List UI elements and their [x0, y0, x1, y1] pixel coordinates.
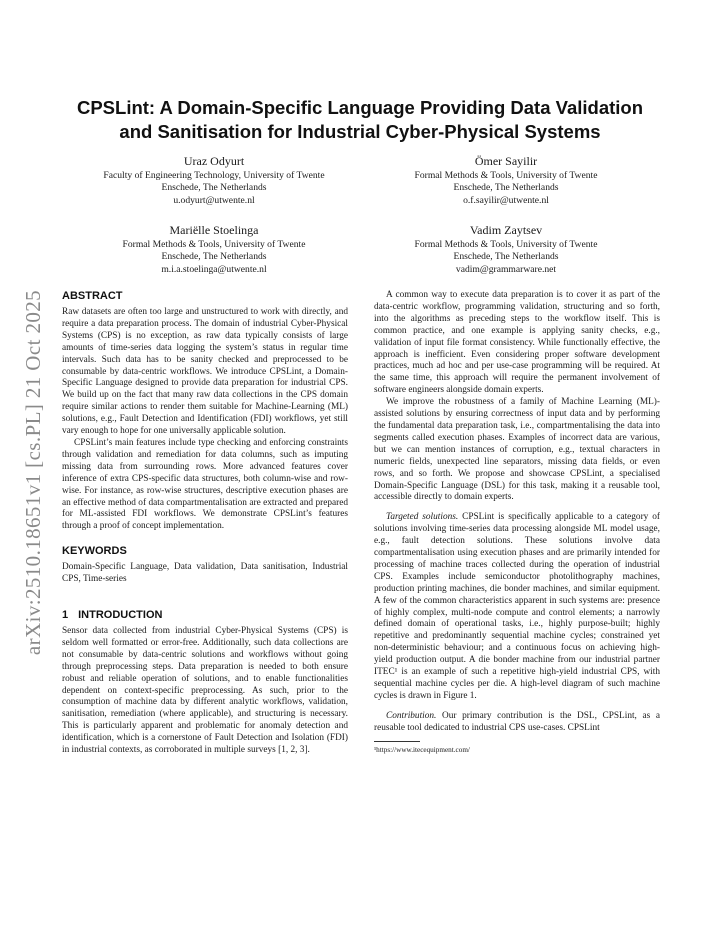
author-location: Enschede, The Netherlands: [161, 251, 267, 263]
abstract-paragraph-1: Raw datasets are often too large and unstructured to work with directly, and require a data preparation process. The domain of industrial Cyber-Physical Systems (CPS) is no exception, as raw data typically consists of large amounts of time-series data logging the system’s status in regular time intervals. Such data has to be sanity checked and preprocessed to be consumable by data-centric workflows. We introduce CPSLint, a Domain-Specific Language designed to provide data preparation for industrial CPS. We build up on the fact that many raw data collections in the CPS domain require similar actions to render them suitable for Machine-Learning (ML) solutions, e.g., Fault Detection and Identification (FDI) workflows, yet still vary enough to hope for one universally applicable solution.: [62, 307, 348, 437]
footnote: ¹https://www.itecequipment.com/: [374, 745, 470, 754]
right-column: [374, 290, 660, 755]
author-block-1: [64, 153, 364, 207]
section-title: INTRODUCTION: [78, 609, 163, 622]
keywords-heading: KEYWORDS: [62, 545, 127, 558]
author-block-4: [356, 222, 656, 276]
abstract-heading: ABSTRACT: [62, 290, 123, 302]
author-name: Uraz Odyurt: [183, 154, 245, 168]
author-affiliation: Formal Methods & Tools, University of Twente: [122, 239, 306, 250]
body-paragraph-1: A common way to execute data preparation is to cover it as part of the data-centric workflow, programming validation, structuring and so forth, into the algorithms as preceding steps to the workflow itself. This is common practice, and one example is applying sanity checks, e.g., validation of input file format consistency. While functionally effective, the approach is inefficient. Even considering proper software development practices, much ad hoc and per use-case programming will be required. At the same time, this approach will require the permanent involvement of software engineers alongside domain experts.: [374, 290, 660, 396]
footnote-divider: [374, 741, 420, 742]
body-paragraph-2: We improve the robustness of a family of Machine Learning (ML)-assisted solutions by ensuring correctness of input data and by performing the fundamental data preparation task, i.e., compartmentalising the data into segments called execution phases. Examples of incorrect data are various, but we can mention instances of corruption, e.g., textual characters in numeric fields, unexpected line separators, missing data fields, or even rows, and so forth. We propose and showcase CPSLint, a specialised Domain-Specific Language (DSL) for this task, making it a reusable tool, accessible directly to domain experts.: [374, 397, 660, 503]
author-block-2: [356, 153, 656, 207]
author-affiliation: Formal Methods & Tools, University of Twente: [414, 239, 598, 250]
paper-title: CPSLint: A Domain-Specific Language Providing Data Validation and Sanitisation for Industrial Cyber-Physical Systems: [76, 97, 644, 142]
author-email: u.odyurt@utwente.nl: [173, 194, 255, 206]
section-heading-introduction: [62, 608, 348, 622]
section-number: 1: [62, 609, 69, 622]
author-affiliation: Faculty of Engineering Technology, University of Twente: [103, 170, 325, 181]
author-email: o.f.sayilir@utwente.nl: [463, 194, 549, 206]
author-block-3: [64, 222, 364, 276]
paragraph-title: Contribution.: [386, 710, 437, 721]
author-name: Vadim Zaytsev: [469, 223, 543, 237]
left-column: [62, 289, 348, 757]
author-location: Enschede, The Netherlands: [453, 251, 559, 263]
author-location: Enschede, The Netherlands: [453, 182, 559, 194]
abstract-paragraph-2: CPSLint’s main features include type checking and enforcing constraints through validation and remediation for data columns, such as imputing missing data from surrounding rows. More advanced features cover inference of extra CPS-specific data structures, both column-wise and row-wise. For instance, as row-wise structures, descriptive execution phases are an effective method of data compartmentalisation are extracted and prepared for ML-assisted FDI workflows. We demonstrate CPSLint’s features through a proof of concept implementation.: [62, 437, 348, 532]
paragraph-text: Our primary contribution is the DSL, CPSLint, as a reusable tool dedicated to industrial CPS use-cases. CPSLint: [374, 710, 660, 733]
author-affiliation: Formal Methods & Tools, University of Twente: [414, 170, 598, 181]
author-location: Enschede, The Netherlands: [161, 182, 267, 194]
body-paragraph-4: [374, 711, 660, 735]
introduction-paragraph-1: Sensor data collected from industrial Cyber-Physical Systems (CPS) is seldom well formatted or error-free. Additionally, such data collections are not consumable by data-centric solutions and workflows without going through preprocessing steps. Data preparation is needed to both ensure robust and reliable operation of solutions, and to enable functionalities dependent on context-specific preprocessing. As such, prior to the consumption of machine data by different analytic workflows, validation, sanitisation, remediation (where applicable), and structuring is necessary. This is particularly apparent and problematic for anomaly detection and identification, which is a cornerstone of Fault Detection and Isolation (FDI) in industrial contexts, as corroborated in multiple surveys [1, 2, 3].: [62, 626, 348, 756]
author-email: vadim@grammarware.net: [455, 263, 557, 275]
arxiv-id-text: arXiv:2510.18651v1 [cs.PL] 21 Oct 2025: [21, 289, 46, 655]
body-paragraph-3: [374, 512, 660, 703]
keywords-text: Domain-Specific Language, Data validation, Data sanitisation, Industrial CPS, Time-series: [62, 562, 348, 585]
paragraph-title: Targeted solutions.: [386, 512, 459, 523]
author-name: Mariëlle Stoelinga: [169, 223, 259, 237]
paragraph-text: CPSLint is specifically applicable to a category of solutions involving time-series data processing alongside ML model usage, e.g., fault detection solutions. These solutions involve data compartmentalisation using execution phases and are primarily intended for processing of machine traces collected during the operation of industrial CPS. Examples include semiconductor photolithography machines, production printing machines, die bonder machines, and similar equipment. A few of the common characteristics apparent in such systems are: presence of highly complex, multi-node compute and control elements; a narrowly defined domain of operational tasks, i.e., highly purpose-built; highly repetitive and predominantly sequential machine cycles; constrained yet non-deterministic behaviour; and a continuous focus on achieving high-yield production output. A die bonder machine from our industrial partner ITEC¹ is an example of such a repetitive high-yield industrial CPS, with sequential machine cycles per die. A high-level diagram of such machine cycles is drawn in Figure 1.: [374, 512, 660, 701]
author-name: Ömer Sayilir: [474, 154, 538, 168]
arxiv-identifier: [14, 262, 54, 682]
author-email: m.i.a.stoelinga@utwente.nl: [161, 263, 267, 275]
